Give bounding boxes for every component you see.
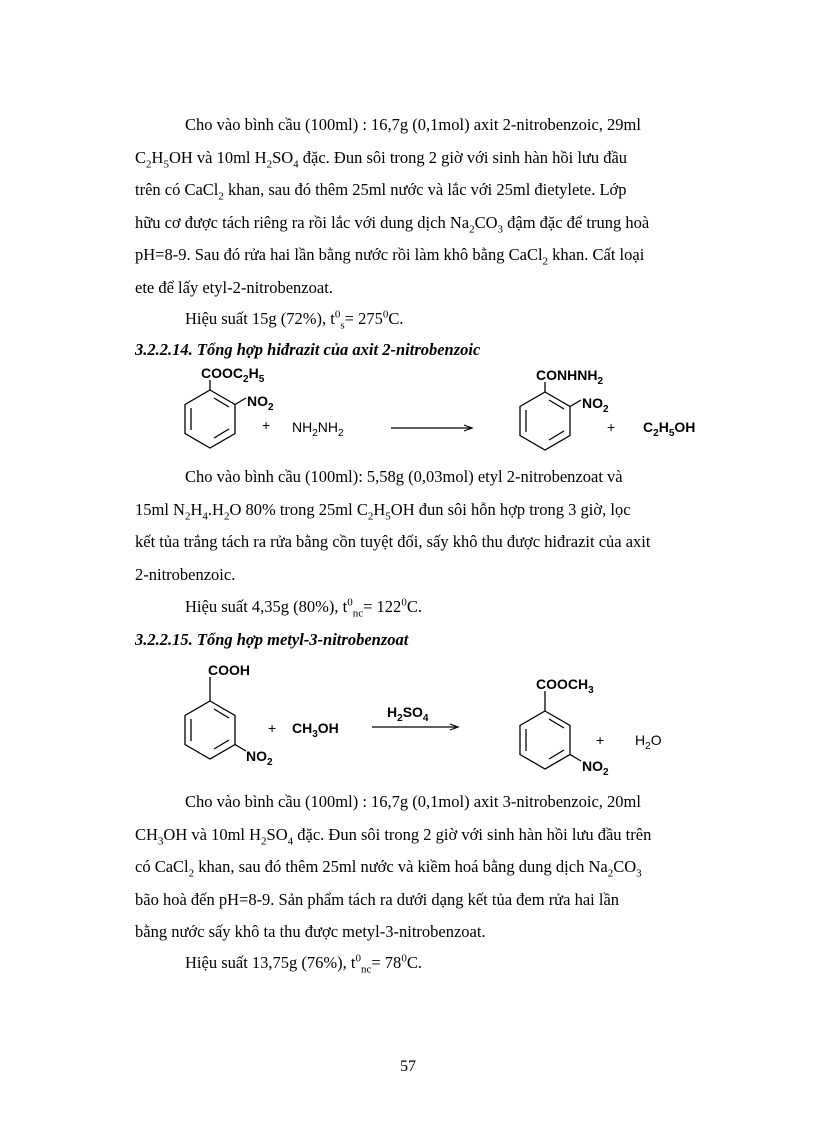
benzene-ring-reactant-2 (185, 677, 246, 759)
reaction-arrow-2 (372, 724, 458, 730)
benzene-ring-product (520, 382, 581, 450)
benzene-ring-product-2 (520, 691, 581, 769)
hydrazide-group-label: $CONHNH_2$ (536, 367, 604, 387)
plus-sign: + (262, 417, 271, 433)
yield-line-3: Hiệu suất 13,75g (76%), $t^0_{nc}= 78^0C$. (185, 952, 422, 976)
benzene-ring-reactant (185, 380, 246, 448)
reactant-nitro-label: $NO_2$ (246, 748, 273, 768)
reaction-arrow (391, 425, 472, 431)
nitro-group-label: $NO_2$ (247, 393, 274, 413)
plus-sign-3: + (268, 720, 277, 736)
ester-group-label: $COOC_2H_5$ (201, 365, 265, 385)
paragraph-methyl-ester: Cho vào bình cầu (100ml) : 16,7g (0,1mol) axit 3-nitrobenzoic, 20ml $CH_3OH$ và 10ml $H_2SO_4$ đặc. Đun sôi trong 2 giờ với sinh hàn hồi lưu đầu trên có CaCl$_2$ khan, sau đó thêm 25ml nước và kiềm hoá bằng dung dịch $Na_2CO_3$ bão hoà đến pH=8-9. Sản phẩm tách ra dưới dạng kết tủa đem rửa hai lần bằng nước sấy khô ta thu được metyl-3-nitrobenzoat. (135, 792, 652, 941)
carboxyl-group-label: COOH (208, 662, 250, 678)
methanol-label: $CH_3OH$ (292, 720, 339, 740)
plus-sign-4: + (596, 732, 605, 748)
page-number: 57 (400, 1058, 416, 1075)
paragraph-esterification: Cho vào bình cầu (100ml) : 16,7g (0,1mol) axit 2-nitrobenzoic, 29ml $C_2H_5OH$ và 10ml $H_2SO_4$ đặc. Đun sôi trong 2 giờ với sinh hàn hồi lưu đầu trên có CaCl$_2$ khan, sau đó thêm 25ml nước và lắc với 25ml đietylete. Lớp hữu cơ được tách riêng ra rồi lắc với dung dịch $Na_2CO_3$ đậm đặc để trung hoà pH=8-9. Sau đó rửa hai lần bằng nước rồi làm khô bằng CaCl$_2$ khan. Cất loại ete để lấy etyl-2-nitrobenzoat. (135, 115, 650, 297)
plus-sign-2: + (607, 419, 616, 435)
reaction-scheme-hydrazide (0, 360, 816, 460)
product-nitro-label-2: $NO_2$ (582, 758, 609, 778)
reaction-scheme-esterification (0, 655, 816, 785)
paragraph-hydrazide: Cho vào bình cầu (100ml): 5,58g (0,03mol) etyl 2-nitrobenzoat và 15ml $N_2H_4.H_2O$ 80% trong 25ml $C_2H_5OH$ đun sôi hỗn hợp trong 3 giờ, lọc kết tủa trắng tách ra rửa bằng cồn tuyệt đối, sấy khô thu được hiđrazit của axit 2-nitrobenzoic. (135, 467, 651, 584)
methyl-ester-label: $COOCH_3$ (536, 676, 594, 696)
hydrazine-label: $NH_2NH_2$ (292, 419, 344, 439)
section-heading-3-2-2-15: 3.2.2.15. Tổng hợp metyl-3-nitrobenzoat (135, 630, 409, 649)
catalyst-label: $H_2SO_4$ (387, 704, 429, 724)
yield-line-1: Hiệu suất 15g (72%), $t^0_s= 275^0C$. (185, 308, 404, 332)
ethanol-label: $C_2H_5OH$ (643, 419, 696, 439)
water-label: $H_2O$ (635, 732, 662, 752)
yield-line-2: Hiệu suất 4,35g (80%), $t^0_{nc}= 122^0C$. (185, 596, 422, 620)
section-heading-3-2-2-14: 3.2.2.14. Tổng hợp hiđrazit của axit 2-nitrobenzoic (135, 340, 481, 359)
product-nitro-label: $NO_2$ (582, 395, 609, 415)
